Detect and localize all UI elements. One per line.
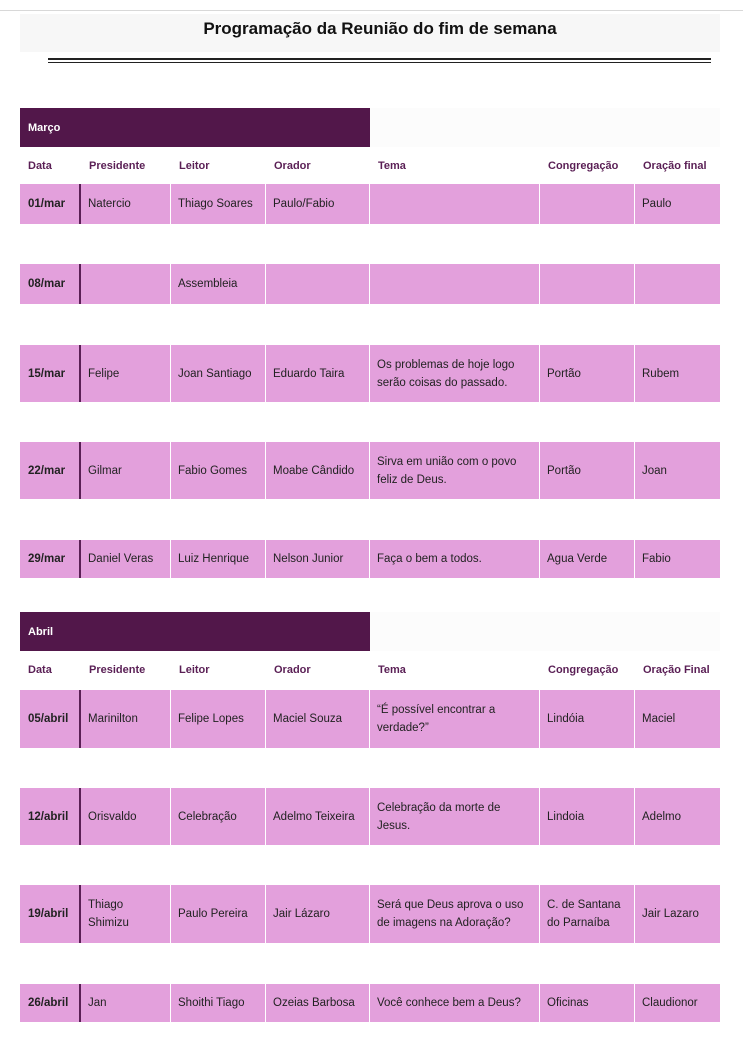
section-abril (20, 612, 720, 1009)
table-cell: Maciel (635, 690, 720, 748)
table-cell (635, 264, 720, 304)
column-header: Tema (378, 160, 406, 172)
month-header: Abril (20, 612, 370, 651)
date-separator (79, 885, 81, 943)
table-cell: Será que Deus aprova o uso de imagens na Adoração? (370, 885, 539, 943)
table-cell: 19/abril (20, 885, 80, 943)
table-cell: C. de Santana do Parnaíba (540, 885, 634, 943)
month-header-extension (370, 612, 720, 651)
date-separator (79, 264, 81, 304)
table-cell: 15/mar (20, 345, 80, 402)
column-header: Leitor (179, 664, 210, 676)
top-divider (0, 10, 743, 11)
column-header: Orador (274, 664, 311, 676)
table-cell: Lindóia (540, 690, 634, 748)
column-header: Presidente (89, 160, 146, 172)
table-cell: Celebração (171, 788, 265, 845)
month-header-extension (370, 108, 720, 147)
table-cell: Jan (81, 984, 170, 1022)
table-cell: Rubem (635, 345, 720, 402)
table-cell: Luiz Henrique (171, 540, 265, 578)
date-separator (79, 690, 81, 748)
date-separator (79, 540, 81, 578)
table-cell: Thiago Shimizu (81, 885, 170, 943)
column-header: Presidente (89, 664, 146, 676)
table-cell: “É possível encontrar a verdade?” (370, 690, 539, 748)
table-cell (540, 184, 634, 224)
column-header: Tema (378, 664, 406, 676)
table-cell: Portão (540, 345, 634, 402)
page-title: Programação da Reunião do fim de semana (203, 19, 557, 38)
table-cell: Você conhece bem a Deus? (370, 984, 539, 1022)
table-cell: 05/abril (20, 690, 80, 748)
table-cell: Assembleia (171, 264, 265, 304)
table-cell: 22/mar (20, 442, 80, 499)
table-cell: 08/mar (20, 264, 80, 304)
date-separator (79, 984, 81, 1022)
table-cell: 26/abril (20, 984, 80, 1022)
table-cell: Paulo Pereira (171, 885, 265, 943)
column-header: Oração Final (643, 664, 710, 676)
date-separator (79, 788, 81, 845)
table-row (20, 345, 720, 402)
title-underline (48, 58, 711, 63)
table-cell: Adelmo (635, 788, 720, 845)
table-cell (370, 264, 539, 304)
column-header: Orador (274, 160, 311, 172)
table-row (20, 885, 720, 943)
column-header: Data (28, 664, 52, 676)
column-header: Congregação (548, 160, 619, 172)
table-cell: Shoithi Tiago (171, 984, 265, 1022)
column-header: Data (28, 160, 52, 172)
table-cell: 01/mar (20, 184, 80, 224)
table-cell: Orisvaldo (81, 788, 170, 845)
table-cell: Thiago Soares (171, 184, 265, 224)
table-row (20, 540, 720, 578)
table-row (20, 264, 720, 304)
table-cell: Gilmar (81, 442, 170, 499)
table-cell: Jair Lazaro (635, 885, 720, 943)
table-cell: Felipe Lopes (171, 690, 265, 748)
table-cell (81, 264, 170, 304)
table-cell (266, 264, 369, 304)
column-header: Leitor (179, 160, 210, 172)
table-cell: Joan (635, 442, 720, 499)
table-cell: Fabio Gomes (171, 442, 265, 499)
table-cell: Oficinas (540, 984, 634, 1022)
month-header: Março (20, 108, 370, 147)
table-row (20, 788, 720, 845)
table-cell: Paulo/Fabio (266, 184, 369, 224)
table-cell (540, 264, 634, 304)
table-cell: Marinilton (81, 690, 170, 748)
column-header: Congregação (548, 664, 619, 676)
date-separator (79, 184, 81, 224)
table-cell: Natercio (81, 184, 170, 224)
table-cell: Joan Santiago (171, 345, 265, 402)
column-header-row (20, 147, 720, 185)
table-cell: Portão (540, 442, 634, 499)
table-cell (370, 184, 539, 224)
table-row (20, 442, 720, 499)
date-separator (79, 345, 81, 402)
column-header-row (20, 651, 720, 689)
table-cell: Paulo (635, 184, 720, 224)
table-cell: 29/mar (20, 540, 80, 578)
date-separator (79, 442, 81, 499)
table-cell: Ozeias Barbosa (266, 984, 369, 1022)
section-marco (20, 108, 720, 565)
table-cell: Faça o bem a todos. (370, 540, 539, 578)
table-cell: 12/abril (20, 788, 80, 845)
table-cell: Agua Verde (540, 540, 634, 578)
table-cell: Daniel Veras (81, 540, 170, 578)
table-cell: Jair Lázaro (266, 885, 369, 943)
table-cell: Lindoia (540, 788, 634, 845)
table-row (20, 184, 720, 224)
table-cell: Maciel Souza (266, 690, 369, 748)
column-header: Oração final (643, 160, 707, 172)
table-cell: Sirva em união com o povo feliz de Deus. (370, 442, 539, 499)
table-row (20, 690, 720, 748)
table-cell: Celebração da morte de Jesus. (370, 788, 539, 845)
table-cell: Claudionor (635, 984, 720, 1022)
table-row (20, 984, 720, 1022)
table-cell: Os problemas de hoje logo serão coisas do passado. (370, 345, 539, 402)
table-cell: Fabio (635, 540, 720, 578)
table-cell: Moabe Cândido (266, 442, 369, 499)
table-cell: Adelmo Teixeira (266, 788, 369, 845)
table-cell: Nelson Junior (266, 540, 369, 578)
table-cell: Felipe (81, 345, 170, 402)
table-cell: Eduardo Taira (266, 345, 369, 402)
